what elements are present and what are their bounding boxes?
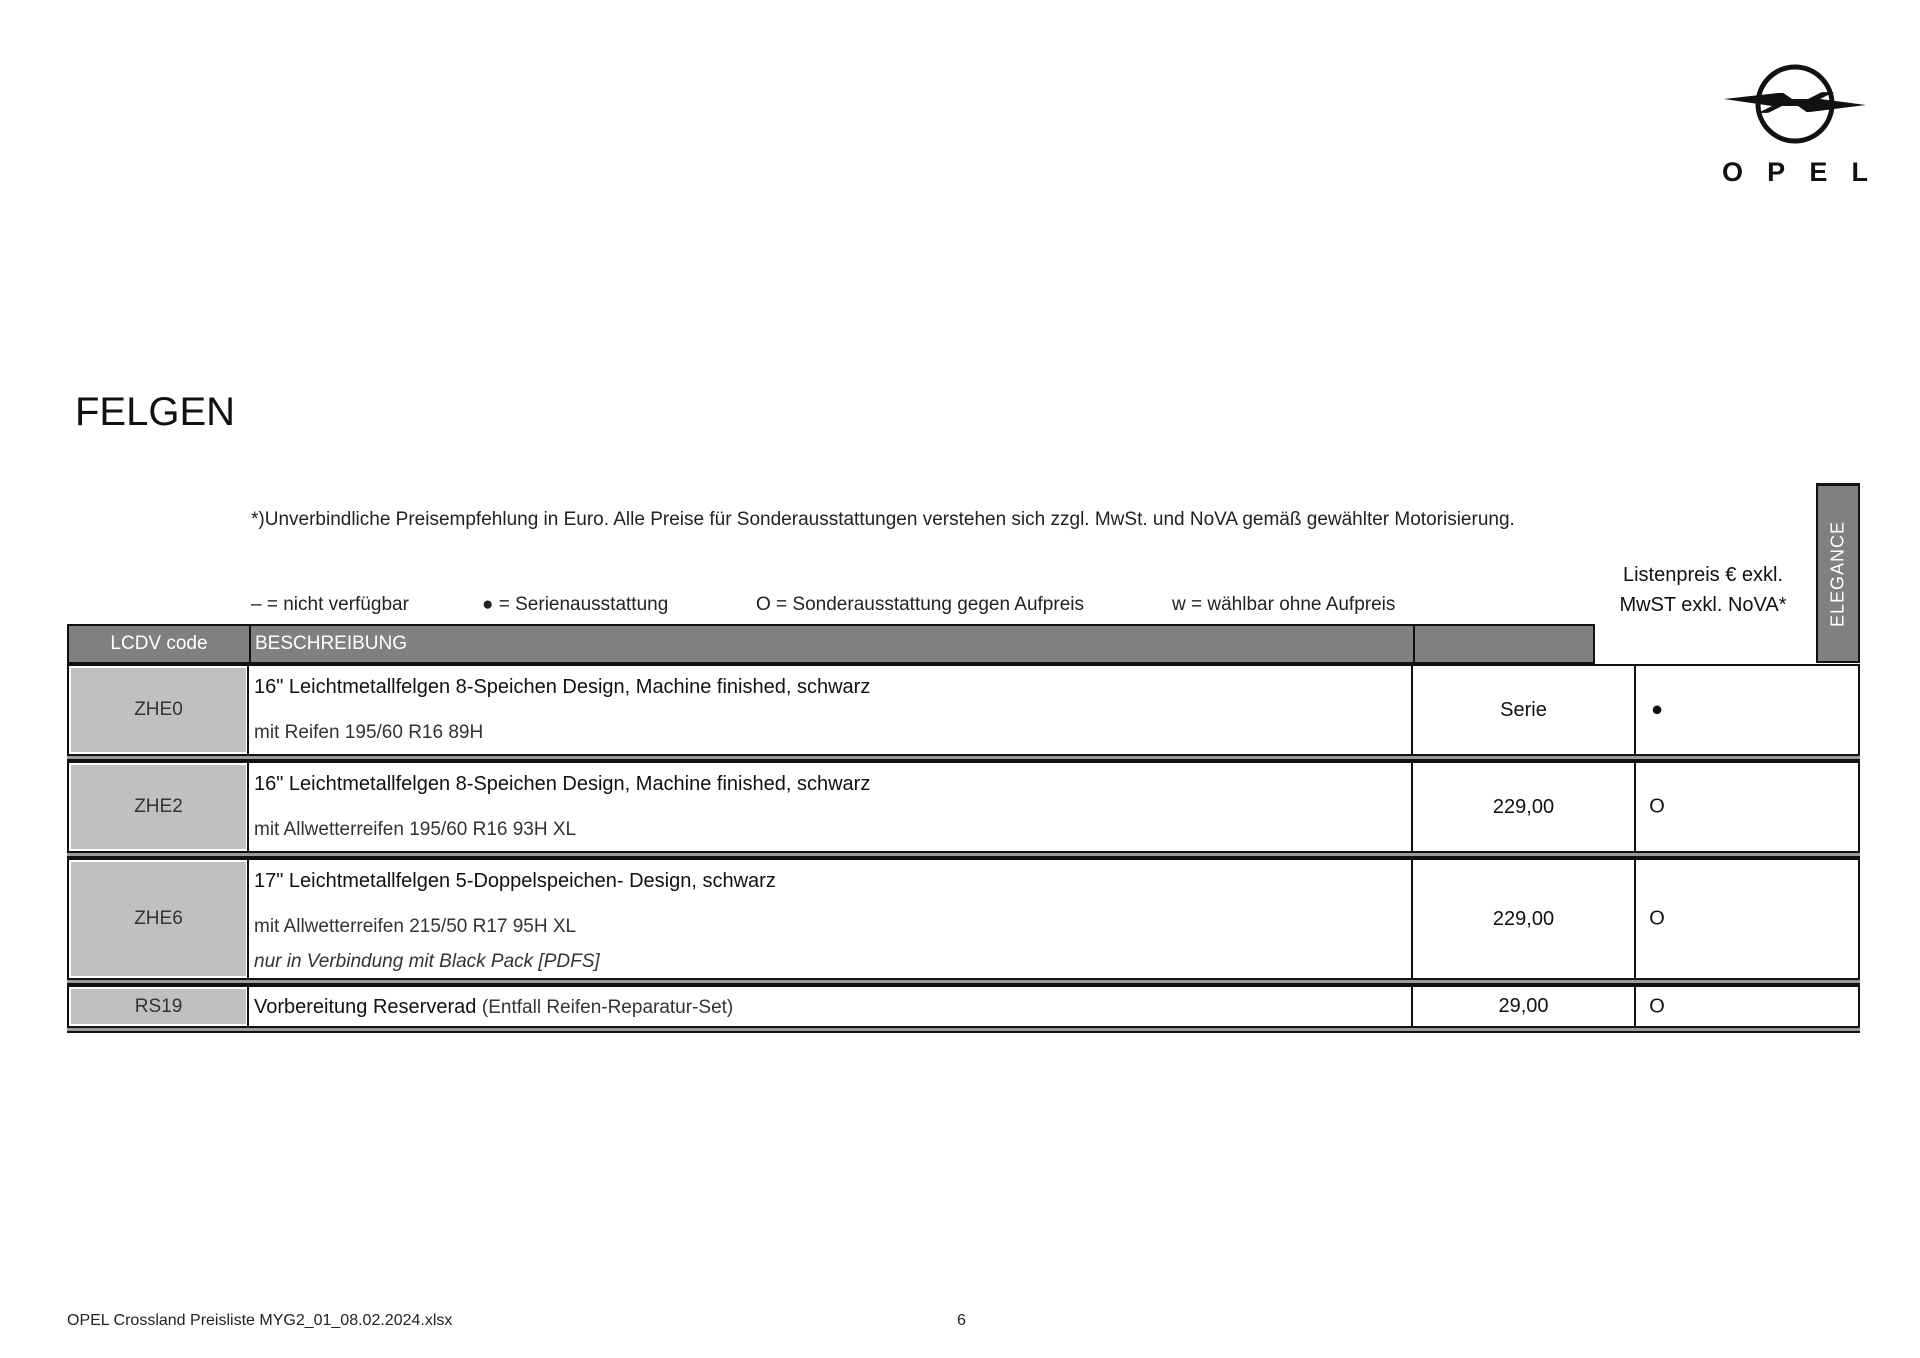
trim-name: ELEGANCE <box>1827 520 1848 627</box>
option-price: Serie <box>1413 666 1636 754</box>
col-header-description: BESCHREIBUNG <box>249 626 1413 662</box>
table-row <box>67 985 1860 1028</box>
option-code: RS19 <box>71 989 246 1024</box>
table-row <box>67 761 1860 853</box>
footer-filename: OPEL Crossland Preisliste MYG2_01_08.02.2024.xlsx <box>67 1312 453 1329</box>
col-header-price <box>1413 626 1595 662</box>
table-header <box>67 624 1595 664</box>
opel-logo <box>1722 62 1868 187</box>
option-description: 17" Leichtmetallfelgen 5-Doppelspeichen- Design, schwarz mit Allwetterreifen 215/50 R17 95H XL nur in Verbindung mit Black Pack [PDFS] <box>247 860 1413 978</box>
availability-mark: O <box>1649 795 1665 818</box>
legend-selectable: w = wählbar ohne Aufpreis <box>1172 594 1396 615</box>
table-row <box>67 858 1860 980</box>
option-price: 229,00 <box>1413 860 1636 978</box>
availability-mark: O <box>1649 907 1665 930</box>
page-number: 6 <box>957 1312 966 1329</box>
row-divider <box>67 1028 1860 1033</box>
availability-mark: O <box>1649 995 1665 1017</box>
option-code: ZHE0 <box>71 668 246 752</box>
price-column-header: Listenpreis € exkl. MwST exkl. NoVA* <box>1619 564 1787 616</box>
table-row <box>67 664 1860 756</box>
legend-not-available: – = nicht verfügbar <box>251 594 409 615</box>
legend-optional: O = Sonderausstattung gegen Aufpreis <box>756 594 1084 615</box>
option-description: Vorbereitung Reserverad (Entfall Reifen-Reparatur-Set) <box>247 987 1413 1026</box>
price-note: *)Unverbindliche Preisempfehlung in Euro. Alle Preise für Sonderausstattungen verstehen sich zzgl. MwSt. und NoVA gemäß gewählter Motorisierung. <box>251 509 1515 530</box>
option-code: ZHE2 <box>71 765 246 849</box>
page-title: FELGEN <box>75 390 236 434</box>
legend-standard: ● = Serienausstattung <box>482 594 669 615</box>
col-header-code: LCDV code <box>110 633 208 654</box>
opel-lightning-emblem <box>1722 62 1868 152</box>
option-code: ZHE6 <box>71 862 246 976</box>
opel-wordmark: O P E L <box>1722 157 1868 187</box>
option-price: 29,00 <box>1413 987 1636 1026</box>
option-price: 229,00 <box>1413 763 1636 851</box>
trim-column-header <box>1816 483 1860 663</box>
option-description: 16" Leichtmetallfelgen 8-Speichen Design, Machine finished, schwarz mit Allwetterreifen 195/60 R16 93H XL <box>247 763 1413 851</box>
option-description: 16" Leichtmetallfelgen 8-Speichen Design, Machine finished, schwarz mit Reifen 195/60 R16 89H <box>247 666 1413 754</box>
availability-mark: ● <box>1650 698 1664 721</box>
